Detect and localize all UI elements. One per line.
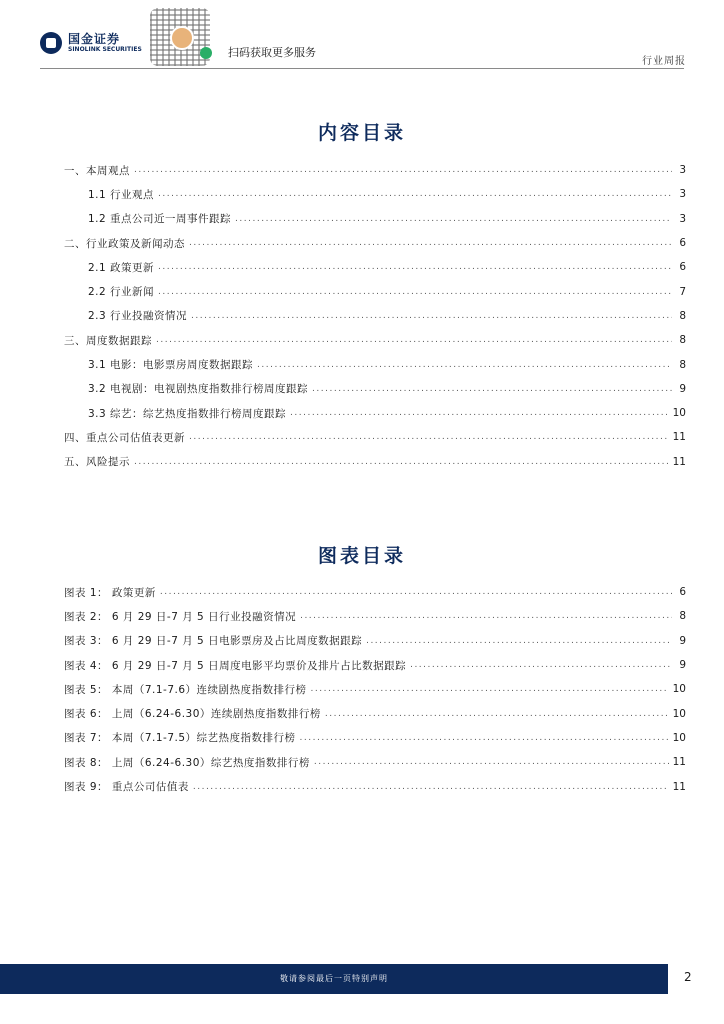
figure-entry[interactable] — [64, 701, 686, 725]
page-number: 2 — [684, 970, 692, 984]
logo-name-en: SINOLINK SECURITIES — [68, 46, 142, 53]
toc-entry-page: 11 — [672, 455, 686, 468]
toc-entry-label: 三、周度数据跟踪 — [64, 334, 152, 347]
toc-entry-label: 3.3 综艺：综艺热度指数排行榜周度跟踪 — [88, 407, 287, 420]
toc-entry[interactable] — [64, 401, 686, 425]
toc-entry-page: 3 — [679, 164, 686, 177]
toc-entry-page: 10 — [672, 407, 686, 420]
toc-entry-page: 9 — [679, 382, 686, 395]
toc-entry-label: 2.1 政策更新 — [88, 261, 155, 274]
figure-entry-label: 图表 9： 重点公司估值表 — [64, 781, 189, 794]
toc-entry[interactable] — [64, 425, 686, 449]
toc-entry-page: 11 — [672, 431, 686, 444]
toc-entry-label: 二、行业政策及新闻动态 — [64, 237, 185, 250]
toc-entry-page: 7 — [679, 285, 686, 298]
dot-leader — [193, 782, 669, 792]
toc-entry-page: 6 — [679, 237, 686, 250]
toc-entry[interactable] — [64, 279, 686, 303]
toc-entry[interactable] — [64, 304, 686, 328]
figure-entry-page: 10 — [672, 731, 686, 744]
dot-leader — [160, 587, 672, 597]
report-type-label: 行业周报 — [642, 56, 686, 67]
toc-title: 内容目录 — [317, 122, 406, 144]
toc-entry-label: 1.1 行业观点 — [88, 188, 155, 201]
toc-entry-page: 8 — [679, 309, 686, 322]
dot-leader — [300, 611, 672, 621]
toc-entry[interactable] — [64, 377, 686, 401]
figure-entry-page: 9 — [679, 659, 686, 672]
footer-disclaimer: 敬请参阅最后一页特别声明 — [280, 974, 388, 983]
toc-entry-page: 8 — [679, 334, 686, 347]
dot-leader — [235, 214, 672, 224]
figure-entry-label: 图表 3： 6 月 29 日-7 月 5 日电影票房及占比周度数据跟踪 — [64, 635, 363, 648]
dot-leader — [134, 165, 672, 175]
figure-entry[interactable] — [64, 726, 686, 750]
header-divider — [40, 68, 684, 69]
logo-name-cn: 国金证券 — [68, 32, 121, 46]
toc-entry-label: 3.2 电视剧：电视剧热度指数排行榜周度跟踪 — [88, 383, 309, 396]
dot-leader — [290, 408, 669, 418]
toc-entry-label: 五、风险提示 — [64, 456, 130, 469]
toc-entry[interactable] — [64, 352, 686, 376]
dot-leader — [189, 238, 672, 248]
figure-entry-page: 9 — [679, 634, 686, 647]
figure-entry[interactable] — [64, 580, 686, 604]
dot-leader — [410, 660, 672, 670]
toc-entry[interactable] — [64, 450, 686, 474]
dot-leader — [189, 432, 669, 442]
figure-entry-page: 6 — [679, 586, 686, 599]
dot-leader — [300, 733, 669, 743]
toc-entry[interactable] — [64, 207, 686, 231]
figure-entry-label: 图表 2： 6 月 29 日-7 月 5 日行业投融资情况 — [64, 610, 297, 623]
contents-list — [64, 158, 686, 474]
dot-leader — [311, 684, 669, 694]
logo-mark-icon — [40, 32, 62, 54]
figure-entry[interactable] — [64, 653, 686, 677]
toc-entry-label: 1.2 重点公司近一周事件跟踪 — [88, 213, 232, 226]
company-logo — [40, 30, 140, 56]
toc-entry[interactable] — [64, 255, 686, 279]
figure-entry[interactable] — [64, 774, 686, 798]
toc-entry-page: 6 — [679, 261, 686, 274]
toc-entry[interactable] — [64, 158, 686, 182]
figure-entry[interactable] — [64, 677, 686, 701]
figure-entry-label: 图表 6： 上周（6.24-6.30）连续剧热度指数排行榜 — [64, 708, 321, 721]
figure-entry-page: 11 — [672, 780, 686, 793]
toc-entry-page: 3 — [679, 212, 686, 225]
figure-entry[interactable] — [64, 629, 686, 653]
toc-entry-page: 8 — [679, 358, 686, 371]
figure-entry-label: 图表 5： 本周（7.1-7.6）连续剧热度指数排行榜 — [64, 683, 307, 696]
page-header — [0, 0, 724, 70]
dot-leader — [158, 262, 672, 272]
qr-logo-icon — [170, 26, 194, 50]
dot-leader — [314, 757, 669, 767]
dot-leader — [158, 287, 672, 297]
toc-entry-page: 3 — [679, 188, 686, 201]
figures-title: 图表目录 — [317, 545, 406, 567]
figure-entry-page: 10 — [672, 707, 686, 720]
figure-entry-page: 11 — [672, 756, 686, 769]
scan-prompt: 扫码获取更多服务 — [228, 46, 316, 59]
toc-entry-label: 一、本周观点 — [64, 164, 130, 177]
figure-entry[interactable] — [64, 604, 686, 628]
dot-leader — [257, 360, 672, 370]
wechat-badge-icon — [200, 47, 212, 59]
toc-entry[interactable] — [64, 182, 686, 206]
figure-entry-page: 10 — [672, 683, 686, 696]
toc-entry-label: 四、重点公司估值表更新 — [64, 431, 185, 444]
toc-entry-label: 2.2 行业新闻 — [88, 286, 155, 299]
figure-entry-page: 8 — [679, 610, 686, 623]
figure-entry-label: 图表 8： 上周（6.24-6.30）综艺热度指数排行榜 — [64, 756, 310, 769]
toc-entry-label: 3.1 电影：电影票房周度数据跟踪 — [88, 359, 254, 372]
figure-entry[interactable] — [64, 750, 686, 774]
toc-entry[interactable] — [64, 328, 686, 352]
dot-leader — [312, 384, 672, 394]
dot-leader — [158, 189, 672, 199]
toc-entry-label: 2.3 行业投融资情况 — [88, 310, 188, 323]
figure-entry-label: 图表 1： 政策更新 — [64, 586, 156, 599]
dot-leader — [191, 311, 672, 321]
figure-entry-label: 图表 7： 本周（7.1-7.5）综艺热度指数排行榜 — [64, 732, 296, 745]
toc-entry[interactable] — [64, 231, 686, 255]
dot-leader — [366, 636, 672, 646]
figures-list — [64, 580, 686, 799]
dot-leader — [134, 457, 669, 467]
dot-leader — [156, 335, 672, 345]
dot-leader — [325, 709, 669, 719]
figure-entry-label: 图表 4： 6 月 29 日-7 月 5 日周度电影平均票价及排片占比数据跟踪 — [64, 659, 407, 672]
